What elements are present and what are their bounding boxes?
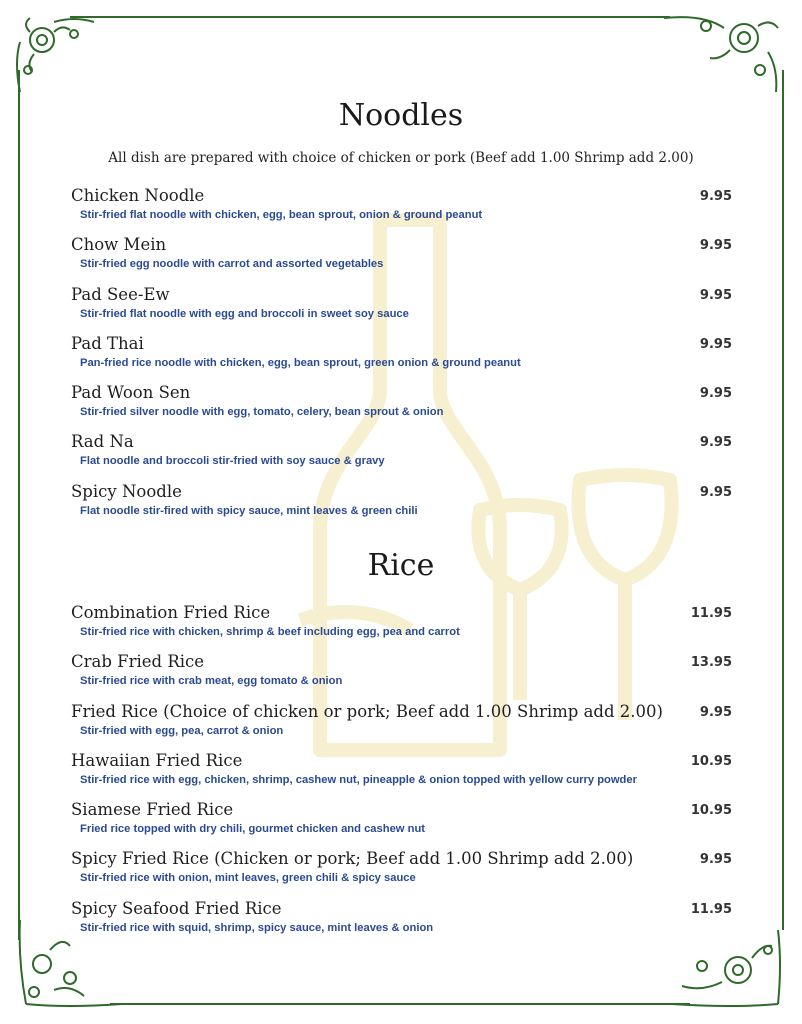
item-price: 9.95: [699, 386, 732, 402]
item-name: Rad Na: [71, 432, 134, 452]
floral-corner-icon: [14, 12, 104, 92]
item-description: Stir-fried rice with onion, mint leaves, green chili & spicy sauce: [80, 872, 416, 885]
item-price: 9.95: [699, 336, 732, 352]
border-top: [70, 16, 670, 18]
item-name: Hawaiian Fried Rice: [71, 750, 243, 770]
item-price: 10.95: [690, 803, 732, 819]
item-price: 10.95: [690, 753, 732, 769]
item-description: Stir-fried egg noodle with carrot and assorted vegetables: [80, 258, 384, 271]
protein-choice-note: All dish are prepared with choice of chicken or pork (Beef add 1.00 Shrimp add 2.00): [108, 150, 694, 166]
section-title-rice: Rice: [367, 548, 435, 583]
item-price: 9.95: [699, 435, 732, 451]
item-name: Pad Woon Sen: [71, 383, 191, 403]
menu-item: [71, 482, 732, 531]
item-description: Stir-fried flat noodle with chicken, egg, bean sprout, onion & ground peanut: [80, 209, 483, 221]
menu-item: [71, 603, 732, 652]
item-price: 9.95: [699, 238, 732, 254]
item-price: 9.95: [699, 704, 732, 720]
rice-list: [71, 603, 732, 948]
menu-item: [71, 432, 732, 481]
item-description: Stir-fried rice with crab meat, egg tomato & onion: [80, 675, 343, 688]
item-description: Stir-fried rice with egg, chicken, shrimp, cashew nut, pineapple & onion topped with yellow curry powder: [80, 773, 637, 786]
menu-item: [71, 800, 732, 849]
item-price: 9.95: [699, 852, 732, 868]
menu-item: [71, 186, 732, 235]
noodles-list: [71, 186, 732, 531]
menu-item: [71, 334, 732, 383]
item-description: Flat noodle stir-fired with spicy sauce, mint leaves & green chili: [80, 504, 418, 517]
item-price: 9.95: [699, 189, 732, 204]
menu-item: [71, 235, 732, 284]
item-name: Crab Fried Rice: [71, 652, 205, 672]
item-description: Stir-fried rice with squid, shrimp, spicy sauce, mint leaves & onion: [80, 921, 434, 934]
border-right: [782, 70, 784, 930]
section-title-noodles: Noodles: [338, 98, 464, 133]
floral-corner-icon: [664, 12, 784, 92]
item-description: Flat noodle and broccoli stir-fried with soy sauce & gravy: [80, 455, 385, 468]
item-price: 11.95: [690, 606, 732, 621]
item-name: Chicken Noodle: [71, 186, 205, 205]
item-name: Fried Rice (Choice of chicken or pork; Beef add 1.00 Shrimp add 2.00): [71, 701, 663, 721]
item-description: Stir-fried rice with chicken, shrimp & beef including egg, pea and carrot: [80, 626, 460, 638]
item-name: Spicy Noodle: [71, 481, 182, 501]
item-name: Spicy Seafood Fried Rice: [71, 898, 282, 918]
menu-item: [71, 285, 732, 334]
item-name: Pad See-Ew: [71, 284, 170, 304]
item-description: Pan-fried rice noodle with chicken, egg, bean sprout, green onion & ground peanut: [80, 356, 521, 369]
border-left: [18, 70, 20, 940]
item-name: Chow Mein: [71, 235, 167, 255]
item-description: Stir-fried with egg, pea, carrot & onion: [80, 724, 284, 737]
item-name: Siamese Fried Rice: [71, 800, 234, 820]
item-name: Combination Fried Rice: [71, 603, 271, 622]
item-description: Stir-fried silver noodle with egg, tomato, celery, bean sprout & onion: [80, 406, 444, 419]
menu-item: [71, 702, 732, 751]
menu-item: [71, 652, 732, 701]
border-bottom: [110, 1003, 690, 1005]
item-description: Stir-fried flat noodle with egg and broccoli in sweet soy sauce: [80, 307, 409, 320]
item-name: Spicy Fried Rice (Chicken or pork; Beef add 1.00 Shrimp add 2.00): [71, 849, 634, 869]
menu-item: [71, 751, 732, 800]
item-price: 11.95: [690, 901, 732, 917]
item-name: Pad Thai: [71, 333, 144, 353]
item-price: 13.95: [690, 655, 732, 671]
item-description: Fried rice topped with dry chili, gourmet chicken and cashew nut: [80, 823, 426, 836]
item-price: 9.95: [699, 484, 732, 500]
menu-item: [71, 899, 732, 948]
menu-item: [71, 849, 732, 898]
menu-item: [71, 383, 732, 432]
item-price: 9.95: [699, 287, 732, 303]
